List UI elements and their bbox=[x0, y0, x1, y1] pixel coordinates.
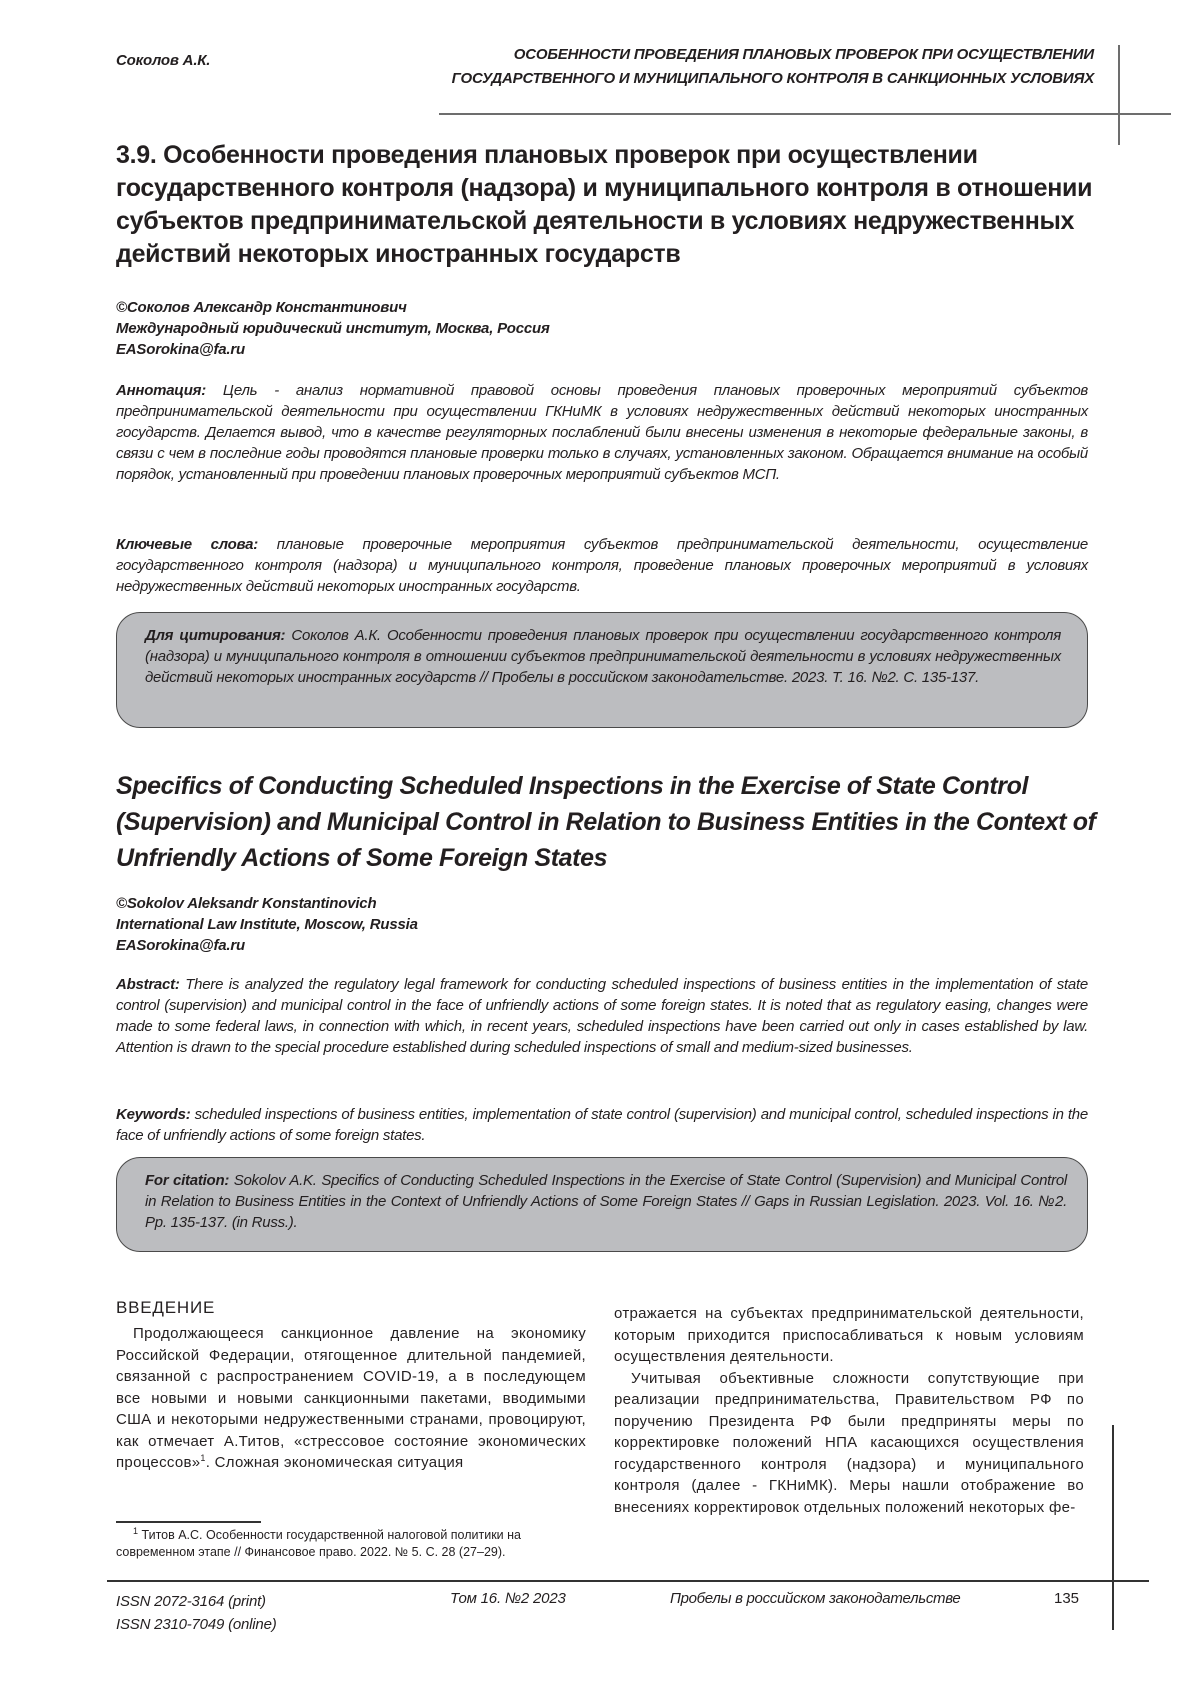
abstract-label-en: Abstract: bbox=[116, 976, 180, 993]
article-title-en: Specifics of Conducting Scheduled Inspections in the Exercise of State Control (Supervision) and Municipal Control in Relation to Business Entities in the Context of Unfriendly Actions of Some Foreign States bbox=[116, 772, 1096, 872]
footnote-text: Титов А.С. Особенности государственной налоговой политики на современном этапе // Финансовое право. 2022. № 5. С. 28 (27–29). bbox=[116, 1528, 521, 1559]
footnote-marker: 1 bbox=[133, 1525, 139, 1536]
article-title-ru: 3.9. Особенности проведения плановых проверок при осуществлении государственного контроля (надзора) и муниципального контроля в отношении субъектов предпринимательской деятельности в условиях недружественных действий некоторых иностранных государств bbox=[116, 141, 1093, 268]
author-email-en[interactable]: EASorokina@fa.ru bbox=[116, 937, 245, 954]
affiliation-ru: Международный юридический институт, Москва, Россия bbox=[116, 320, 550, 337]
running-header-author: Соколов А.К. bbox=[116, 52, 211, 69]
citation-ru bbox=[145, 625, 1061, 688]
author-block-ru bbox=[116, 297, 550, 360]
citation-text-ru: Соколов А.К. Особенности проведения плановых проверок при осуществлении государственного контроля (надзора) и муниципального контроля в отношении субъектов предпринимательской деятельности в условиях недружественных действий некоторых иностранных государств // Пробелы в российском законодательстве. 2023. Т. 16. №2. С. 135-137. bbox=[145, 627, 1061, 686]
footer-journal-name: Пробелы в российском законодательстве bbox=[670, 1590, 961, 1607]
page-number: 135 bbox=[1054, 1590, 1080, 1607]
abstract-text-en: There is analyzed the regulatory legal framework for conducting scheduled inspections of business entities in the implementation of state control (supervision) and municipal control in the face of unfriendly actions of some foreign states. It is noted that as regulatory easing, changes were made to some federal laws, in connection with which, in recent years, scheduled inspections have been carried out only in cases established by law. Attention is drawn to the special procedure established during scheduled inspections of small and medium-sized businesses. bbox=[116, 976, 1088, 1056]
body-paragraph: Учитывая объективные сложности сопутствующие при реализации предпринимательства, Правительством РФ по поручению Президента РФ были предприняты меры по корректировке положений НПА касающихся осуществления государственного контроля (надзора) и муниципального контроля (далее - ГКНиМК). Меры нашли отображение во внесениях корректировок отдельных положений некоторых фе- bbox=[614, 1369, 1084, 1516]
citation-box-en bbox=[116, 1157, 1088, 1252]
body-column-right bbox=[614, 1303, 1084, 1518]
citation-box-ru bbox=[116, 612, 1088, 728]
abstract-label-ru: Аннотация: bbox=[116, 382, 206, 399]
issn-online: ISSN 2310-7049 (online) bbox=[116, 1616, 277, 1633]
body-paragraph bbox=[116, 1323, 586, 1474]
section-heading-introduction: ВВЕДЕНИЕ bbox=[116, 1298, 216, 1317]
footnote-rule bbox=[116, 1521, 261, 1523]
running-header-title bbox=[294, 43, 1094, 91]
footnote-reference[interactable]: 1 bbox=[200, 1453, 206, 1463]
abstract-en bbox=[116, 974, 1088, 1058]
header-rule bbox=[439, 113, 1171, 115]
footer-issn bbox=[116, 1590, 277, 1636]
citation-en bbox=[145, 1170, 1067, 1233]
author-name-ru: ©Соколов Александр Константинович bbox=[116, 299, 407, 316]
footnote bbox=[116, 1527, 596, 1561]
keywords-label-en: Keywords: bbox=[116, 1106, 191, 1123]
paragraph-text: Продолжающееся санкционное давление на экономику Российской Федерации, отягощенное длительной пандемией, связанной с распространением COVID-19, а в последующем все новыми и новыми санкционными пакетами, вводимыми США и некоторыми недружественными странами, провоцируют, как отмечает А.Титов, «стрессовое состояние экономических процессов» bbox=[116, 1325, 586, 1471]
author-block-en bbox=[116, 893, 418, 956]
header-vertical-rule bbox=[1118, 45, 1120, 145]
issn-print: ISSN 2072-3164 (print) bbox=[116, 1593, 266, 1610]
running-header-title-line1: ОСОБЕННОСТИ ПРОВЕДЕНИЯ ПЛАНОВЫХ ПРОВЕРОК ПРИ ОСУЩЕСТВЛЕНИИ bbox=[513, 46, 1094, 63]
keywords-ru bbox=[116, 534, 1088, 597]
body-column-left bbox=[116, 1323, 586, 1474]
keywords-label-ru: Ключевые слова: bbox=[116, 536, 259, 553]
author-name-en: ©Sokolov Aleksandr Konstantinovich bbox=[116, 895, 377, 912]
citation-label-ru: Для цитирования: bbox=[145, 627, 286, 644]
affiliation-en: International Law Institute, Moscow, Russia bbox=[116, 916, 418, 933]
abstract-text-ru: Цель - анализ нормативной правовой основы проведения плановых проверочных мероприятий субъектов предпринимательской деятельности при осуществлении ГКНиМК в условиях недружественных действий некоторых иностранных государств. Делается вывод, что в качестве регуляторных послаблений были внесены изменения в некоторые федеральные законы, в связи с чем в последние годы проводятся плановые проверки только в случаях, установленных законом. Обращается внимание на особый порядок, установленный при проведении плановых проверочных мероприятий субъектов МСП. bbox=[116, 382, 1088, 483]
abstract-ru bbox=[116, 380, 1088, 485]
running-header-title-line2: ГОСУДАРСТВЕННОГО И МУНИЦИПАЛЬНОГО КОНТРОЛЯ В САНКЦИОННЫХ УСЛОВИЯХ bbox=[451, 70, 1094, 87]
footer-vertical-rule bbox=[1112, 1425, 1114, 1630]
citation-text-en: Sokolov A.K. Specifics of Conducting Scheduled Inspections in the Exercise of State Control (Supervision) and Municipal Control in Relation to Business Entities in the Context of Unfriendly Actions of Some Foreign States // Gaps in Russian Legislation. 2023. Vol. 16. №2. Pp. 135-137. (in Russ.). bbox=[145, 1172, 1067, 1231]
keywords-en bbox=[116, 1104, 1088, 1146]
citation-label-en: For citation: bbox=[145, 1172, 230, 1189]
footer-rule bbox=[107, 1580, 1149, 1582]
paragraph-text: . Сложная экономическая ситуация bbox=[205, 1454, 464, 1471]
author-email-ru[interactable]: EASorokina@fa.ru bbox=[116, 341, 245, 358]
keywords-text-en: scheduled inspections of business entities, implementation of state control (supervision) and municipal control, scheduled inspections in the face of unfriendly actions of some foreign states. bbox=[116, 1106, 1088, 1144]
footer-volume: Том 16. №2 2023 bbox=[450, 1590, 566, 1607]
body-paragraph: отражается на субъектах предпринимательской деятельности, которым приходится приспосабливаться к новым условиям осуществления деятельности. bbox=[614, 1305, 1084, 1365]
keywords-text-ru: плановые проверочные мероприятия субъектов предпринимательской деятельности, осуществление государственного контроля (надзора) и муниципального контроля, проведение плановых проверочных мероприятий в условиях недружественных действий некоторых иностранных государств. bbox=[116, 536, 1089, 595]
